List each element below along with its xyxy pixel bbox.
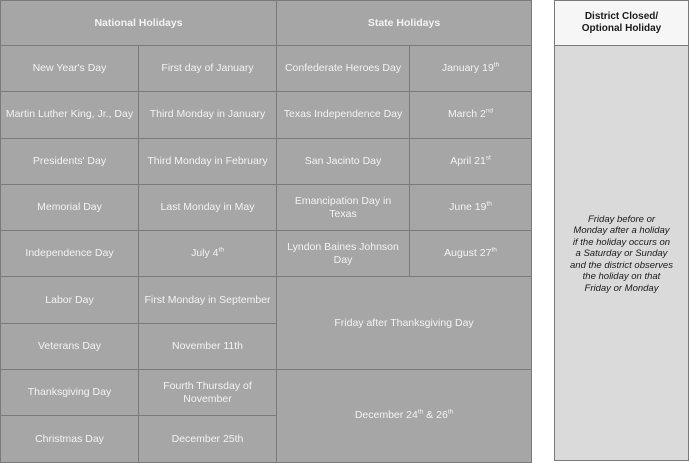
district-note-line: and the district observes bbox=[570, 259, 673, 271]
header-row bbox=[1, 1, 532, 46]
national-holiday-name: Presidents' Day bbox=[1, 138, 139, 184]
district-note-line: a Saturday or Sunday bbox=[575, 248, 668, 260]
state-holiday-thanksgiving-friday: Friday after Thanksgiving Day bbox=[277, 277, 532, 370]
district-note-line: Friday before or bbox=[587, 213, 656, 225]
national-holiday-name: Veterans Day bbox=[1, 323, 139, 369]
national-holiday-date: Third Monday in January bbox=[139, 92, 277, 138]
national-holiday-date: Third Monday in February bbox=[139, 138, 277, 184]
district-note-line: if the holiday occurs on bbox=[572, 236, 671, 248]
state-holidays-header: State Holidays bbox=[277, 1, 532, 46]
national-holiday-name: Thanksgiving Day bbox=[1, 370, 139, 416]
state-holiday-date: August 27th bbox=[410, 231, 532, 277]
state-holiday-date: April 21st bbox=[410, 138, 532, 184]
national-holiday-date: First Monday in September bbox=[139, 277, 277, 323]
table-row bbox=[1, 46, 532, 92]
district-header-line: Optional Holiday bbox=[581, 23, 662, 34]
national-holiday-name: New Year's Day bbox=[1, 46, 139, 92]
state-holiday-date: March 2nd bbox=[410, 92, 532, 138]
state-holiday-date: June 19th bbox=[410, 184, 532, 230]
state-holiday-name: Texas Independence Day bbox=[277, 92, 410, 138]
national-holiday-name: Christmas Day bbox=[1, 416, 139, 462]
national-holiday-name: Labor Day bbox=[1, 277, 139, 323]
state-holiday-name: Emancipation Day in Texas bbox=[277, 184, 410, 230]
national-holiday-name: Martin Luther King, Jr., Day bbox=[1, 92, 139, 138]
district-closed-note bbox=[555, 46, 688, 462]
district-header-line: District Closed/ bbox=[584, 11, 659, 22]
state-holiday-date: January 19th bbox=[410, 46, 532, 92]
district-closed-column bbox=[554, 0, 689, 461]
state-holiday-name: San Jacinto Day bbox=[277, 138, 410, 184]
district-note-line: Monday after a holiday bbox=[573, 225, 670, 237]
national-holidays-header: National Holidays bbox=[1, 1, 277, 46]
national-holiday-date: Last Monday in May bbox=[139, 184, 277, 230]
national-holiday-date: First day of January bbox=[139, 46, 277, 92]
national-holiday-date: December 25th bbox=[139, 416, 277, 462]
table-row bbox=[1, 184, 532, 230]
state-holiday-december: December 24th & 26th bbox=[277, 370, 532, 463]
national-holiday-date: Fourth Thursday of November bbox=[139, 370, 277, 416]
table-row bbox=[1, 138, 532, 184]
district-note-line: the holiday on that bbox=[582, 271, 661, 283]
table-row bbox=[1, 277, 532, 323]
table-row bbox=[1, 231, 532, 277]
national-holiday-name: Independence Day bbox=[1, 231, 139, 277]
national-holiday-date: November 11th bbox=[139, 323, 277, 369]
national-holiday-name: Memorial Day bbox=[1, 184, 139, 230]
district-closed-header bbox=[555, 1, 688, 46]
table-row bbox=[1, 370, 532, 416]
state-holiday-name: Lyndon Baines Johnson Day bbox=[277, 231, 410, 277]
state-holiday-name: Confederate Heroes Day bbox=[277, 46, 410, 92]
district-note-line: Friday or Monday bbox=[584, 282, 659, 294]
national-holiday-date: July 4th bbox=[139, 231, 277, 277]
table-row bbox=[1, 92, 532, 138]
